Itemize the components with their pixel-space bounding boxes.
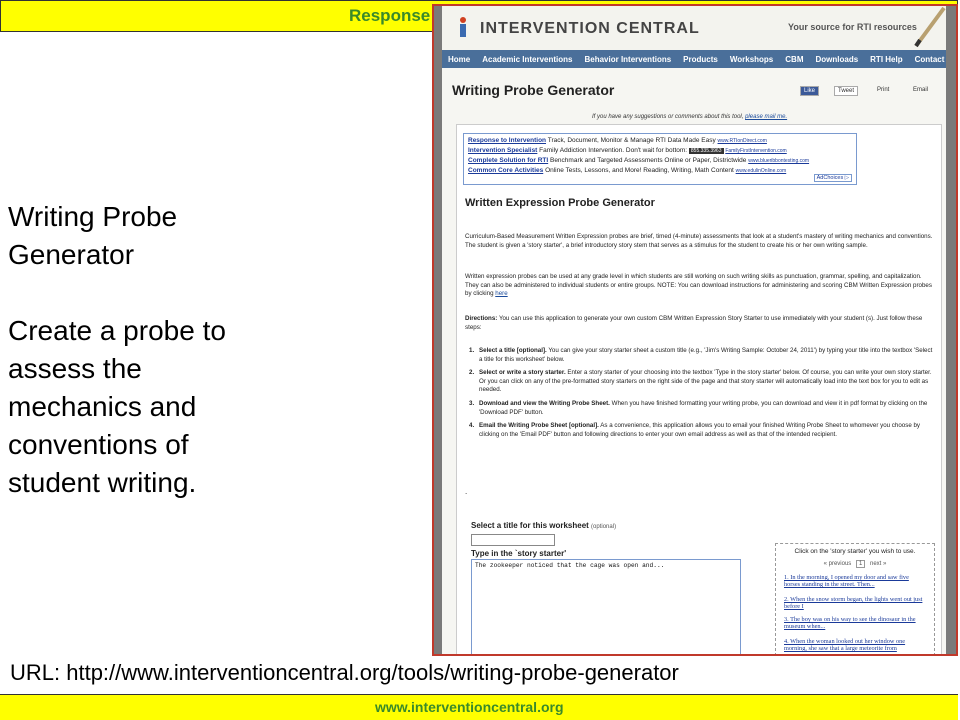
nav-item-contact[interactable]: Contact (914, 54, 945, 64)
ad-item[interactable]: Common Core Activities Online Tests, Lessons, and More! Reading, Writing, Math Content www.edulinOnline.com (468, 167, 787, 174)
story-starter-textarea[interactable]: The zookeeper noticed that the cage was open and... (471, 559, 741, 656)
page-number[interactable]: 1 (856, 560, 865, 568)
mail-me-link[interactable]: please mail me. (745, 114, 788, 120)
nav-item-products[interactable]: Products (683, 54, 718, 64)
website-screenshot (432, 4, 958, 656)
ad-item[interactable]: Complete Solution for RTI Benchmark and Targeted Assessments Online or Paper, Districtwide www.blueribbontesting.com (468, 157, 810, 164)
story-starter-picker (775, 543, 935, 656)
story-starter-option[interactable]: 2. When the snow storm began, the lights went out just before I (784, 596, 923, 611)
page-title: Writing Probe Generator (452, 82, 615, 98)
adchoices-link[interactable]: AdChoices ▷ (814, 174, 852, 182)
intro-paragraph: Curriculum-Based Measurement Written Expression probes are brief, timed (4-minute) assessments that look at a student's mastery of writing mechanics and conventions. The student is given a 'story starter', a brief introductory story stem that serves as a stimulus for the student to create his or her own writing sample. (465, 233, 933, 249)
instructions-link[interactable]: here (495, 290, 508, 298)
website-page (442, 6, 946, 656)
picker-instructions: Click on the 'story starter' you wish to use. (794, 548, 916, 555)
nav-item-rti-help[interactable]: RTI Help (870, 54, 903, 64)
email-button[interactable]: Email (913, 87, 929, 93)
next-link[interactable]: next » (870, 561, 887, 567)
worksheet-title-input[interactable] (471, 534, 555, 546)
slide-header-title: Response (349, 6, 431, 25)
slide-footer-bar (0, 694, 958, 720)
tool-heading: Written Expression Probe Generator (465, 197, 655, 209)
footer-url[interactable]: www.interventioncentral.org (375, 699, 564, 715)
suggestion-text: If you have any suggestions or comments about this tool, (592, 114, 744, 120)
step-item: 1. Select a title [optional]. You can give your story starter sheet a custom title (e.g., 'Jim's Writing Sample: October 24, 2011') by typing your title into the textbox 'Select a title for this worksheet' below. (469, 347, 933, 363)
ad-block (463, 133, 857, 185)
nav-item-home[interactable]: Home (448, 54, 471, 64)
ad-item[interactable]: Response to Intervention Track, Document, Monitor & Manage RTI Data Made Easy www.RTIonDirect.com (468, 137, 767, 144)
nav-item-behavior-interventions[interactable]: Behavior Interventions (584, 54, 672, 64)
slide-title: Writing Probe Generator (8, 201, 178, 270)
pencil-icon (912, 6, 946, 50)
site-logo[interactable]: INTERVENTION CENTRAL (480, 20, 700, 37)
step-item: 3. Download and view the Writing Probe Sheet. When you have finished formatting your writing probe, you can download and view it in pdf format by clicking on the 'Download PDF' button. (469, 399, 928, 416)
steps-list (465, 347, 933, 444)
tool-url[interactable]: URL: http://www.interventioncentral.org/tools/writing-probe-generator (10, 660, 679, 685)
ad-item[interactable]: Intervention Specialist Family Addiction Intervention. Don't wait for bottom: 855.335.3963 FamilyFirstIntervention.com (468, 147, 787, 154)
title-field-label: Select a title for this worksheet (optional) (471, 521, 617, 530)
directions-text: You can use this application to generate your own custom CBM Written Expression Story Starter to use immediately with your student (s). Just follow these steps: (465, 315, 923, 331)
print-button[interactable]: Print (877, 87, 890, 93)
usage-paragraph (465, 273, 933, 299)
suggestion-note (592, 114, 787, 120)
like-button[interactable]: Like (800, 86, 819, 96)
separator-dot: . (465, 487, 468, 496)
slide-description: Create a probe to assess the mechanics and conventions of student writing. (8, 315, 226, 498)
site-tagline: Your source for RTI resources (788, 22, 917, 32)
directions-label: Directions: (465, 315, 498, 322)
nav-item-academic-interventions[interactable]: Academic Interventions (482, 54, 573, 64)
story-starter-option[interactable]: 1. In the morning, I opened my door and saw five horses standing in the street. Then... (784, 574, 909, 589)
tool-content (456, 124, 942, 656)
usage-text: Written expression probes can be used at any grade level in which students are still working on such writing skills as punctuation, grammar, spelling, and capitalization. They can also be administered to individual students or entire groups. NOTE: You can download instructions for administering and scoring CBM Written Expression probes by clicking (465, 273, 932, 298)
step-item: 2. Select or write a story starter. Enter a story starter of your choosing into the textbox 'Type in the story starter' below. Of course, you can write your own story starter. Or you can click on any of the pre-formatted story starters on the right side of the page and that story starter will automatically load into the text box for you to edit as needed. (469, 369, 932, 394)
step-item: 4. Email the Writing Probe Sheet [optional]. As a convenience, this application allows you to email your finished Writing Probe Sheet to whomever you choose by clicking on the 'Email PDF' button and following directions to enter your own email address as well as that of the intended recipient. (469, 422, 921, 438)
story-starter-option[interactable]: 3. The boy was on his way to see the dinosaur in the museum when... (784, 616, 916, 631)
nav-item-downloads[interactable]: Downloads (815, 54, 859, 64)
tweet-button[interactable]: Tweet (834, 86, 858, 96)
directions-paragraph (465, 315, 933, 332)
site-header (442, 6, 946, 51)
nav-item-cbm[interactable]: CBM (785, 54, 804, 64)
site-nav (442, 50, 946, 68)
previous-link[interactable]: « previous (823, 561, 852, 567)
logo-icon (454, 16, 472, 38)
nav-item-workshops[interactable]: Workshops (729, 54, 774, 64)
story-starter-option[interactable]: 4. When the woman looked out her window one morning, she saw that a large meteorite from (784, 638, 906, 653)
picker-pager (776, 560, 934, 568)
starter-field-label: Type in the `story starter' (471, 549, 567, 558)
